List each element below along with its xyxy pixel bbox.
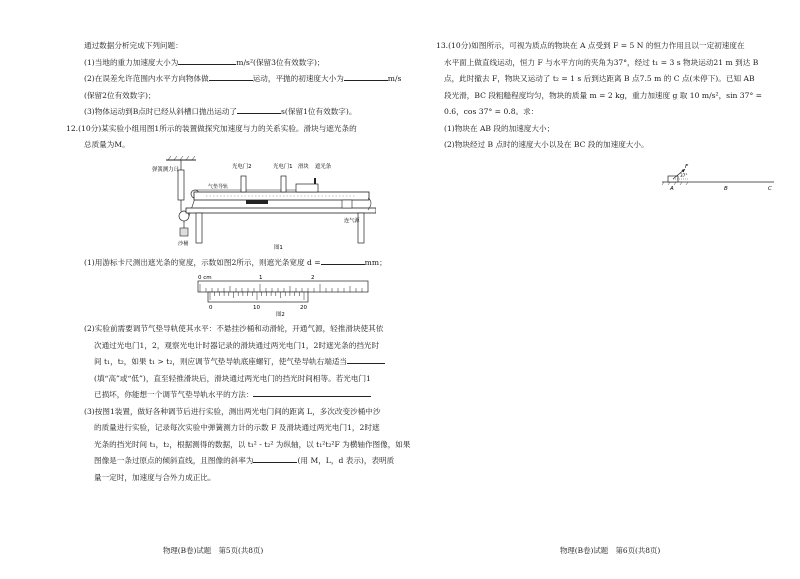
q11-2: (2)在误差允许范围内水平方向物体做 运动，平抛的初速度大小为 m/s	[76, 71, 406, 88]
label-point-b: B	[724, 185, 728, 192]
q11-2-cont: (保留2位有效数字)；	[84, 90, 156, 100]
answer-blank[interactable]	[253, 453, 297, 463]
q12-2-line1: (2)实验前需要调节气垫导轨使其水平：不悬挂沙桶和动滑轮，开通气源，轻推滑块使其依	[84, 324, 384, 333]
label-spring-balance: 弹簧测力计	[152, 166, 179, 173]
table-top	[186, 208, 376, 213]
q12-1: (1)用游标卡尺测出遮光条的宽度，示数如图2所示，则遮光条宽度 d = mm；	[76, 255, 406, 272]
intro-text: 通过数据分析完成下列问题：	[84, 41, 183, 50]
q13-sub-2: (2)物块经过 B 点时的速度大小以及在 BC 段的加速度大小。	[444, 140, 649, 149]
q12-2-line5: 已损坏，你能想一个调节气垫导轨水平的方法：	[76, 387, 406, 404]
answer-blank[interactable]	[253, 387, 371, 397]
label-photogate-1: 光电门1	[273, 163, 293, 170]
footer-page-5: 物理(B卷)试题 第5页(共8页)	[163, 546, 264, 555]
main-scale-label-0: 0 cm	[198, 275, 212, 281]
q12-3-line1: (3)按图1装置，做好各种调节后进行实验，测出两光电门间的距离 L，多次改变沙桶中沙	[84, 406, 381, 416]
figure-1-apparatus	[146, 156, 376, 251]
label-air-track: 气垫导轨	[208, 183, 229, 190]
answer-blank[interactable]	[237, 104, 281, 114]
label-photogate-2: 光电门2	[232, 163, 252, 170]
main-scale-label-2: 2	[311, 275, 315, 281]
answer-blank[interactable]	[178, 55, 236, 65]
main-scale-label-1: 1	[259, 275, 263, 281]
figure-2-caption: 图2	[276, 312, 285, 317]
q12-3-line5: 量一定时，加速度与合外力成正比。	[94, 472, 216, 482]
slider-block	[296, 184, 318, 192]
label-point-c: C	[768, 185, 772, 192]
q13-stem-4: 段光滑，BC 段粗糙程度均匀，物块的质量 m = 2 kg，重力加速度 g 取 10 m/s²，sin 37° =	[444, 90, 763, 100]
label-point-a: A	[670, 185, 674, 192]
photogate-2	[241, 176, 246, 192]
left-column	[66, 38, 411, 486]
label-force: F	[685, 163, 689, 170]
q13-stem-3: 点，此时撤去 F，物块又运动了 t₂ = 1 s 后到达距离 B 点7.5 m 的 C 点(未停下)。已知 AB	[444, 74, 755, 83]
q12-stem-1: 12.(10分)某实验小组用图1所示的装置做探究加速度与力的关系实验。滑块与遮光条的	[66, 123, 357, 133]
q12-2-line3: 间 t₁，t₂，如果 t₁ > t₂，则应调节气垫导轨底座螺钉，使气垫导轨右端适当	[76, 354, 406, 371]
photogate-1	[281, 176, 286, 192]
figure-q13	[658, 160, 778, 194]
sand-bucket-icon	[180, 228, 188, 236]
q12-2-line4: (填“高”或“低”)，直至轻推滑块后，滑块通过两光电门的挡光时间相等。若光电门1	[94, 373, 371, 383]
q12-stem-2: 总质量为M。	[84, 140, 130, 149]
q12-3-line3: 光条的挡光时间 t₁，t₂，根据测得的数据，以 t₁² - t₂² 为纵轴，以 t₁²t₂²F 为横轴作图像，如果	[94, 439, 411, 449]
q13-stem-2: 水平面上做直线运动，恒力 F 与水平方向的夹角为37°，经过 t₁ = 3 s 物块运动21 m 到达 B	[444, 57, 759, 67]
q13-stem-1: 13.(10分)如图所示，可视为质点的物块在 A 点受到 F = 5 N 的恒力作用且以一定初速度在	[436, 41, 745, 50]
answer-blank[interactable]	[344, 71, 388, 81]
label-sand-bucket: 沙桶	[178, 240, 189, 247]
vernier-label-20: 20	[300, 305, 307, 311]
answer-blank[interactable]	[347, 354, 385, 364]
answer-blank[interactable]	[209, 71, 253, 81]
figure-2-vernier	[196, 271, 376, 317]
answer-blank[interactable]	[321, 255, 365, 265]
q13-sub-1: (1)物块在 AB 段的加速度大小；	[444, 123, 555, 133]
q12-3-line4: 图像是一条过原点的倾斜直线，且图像的斜率为 (用 M，L，d 表示)，表明质	[76, 453, 406, 470]
vernier-label-0: 0	[209, 305, 213, 311]
figure-1-caption: 图1	[274, 244, 283, 251]
q12-3-line2: 的质量进行实验，记录每次实验中弹簧测力计的示数 F 及滑块通过两光电门1，2时遮	[94, 423, 380, 432]
label-angle: 37°	[680, 172, 688, 178]
right-column	[436, 38, 772, 194]
spring-balance	[178, 170, 184, 200]
label-air-source: 连气源	[344, 217, 360, 224]
q12-2-line2: 次通过光电门1，2，观察光电计时器记录的滑块通过两光电门1，2时遮光条的挡光时	[94, 340, 380, 350]
q11-1: (1)当地的重力加速度大小为 m/s²(保留3位有效数字)；	[76, 55, 406, 72]
light-strip	[314, 178, 316, 184]
vernier-label-10: 10	[253, 305, 260, 311]
q11-3: (3)物体运动到B点时已经从斜槽口抛出运动了 s(保留1位有效数字)。	[76, 104, 406, 121]
q13-stem-5: 0.6，cos 37° = 0.8。求：	[444, 107, 539, 116]
footer-page-6: 物理(B卷)试题 第6页(共8页)	[560, 546, 661, 555]
label-light-strip: 遮光条	[315, 163, 332, 170]
label-slider: 滑块	[298, 163, 309, 170]
